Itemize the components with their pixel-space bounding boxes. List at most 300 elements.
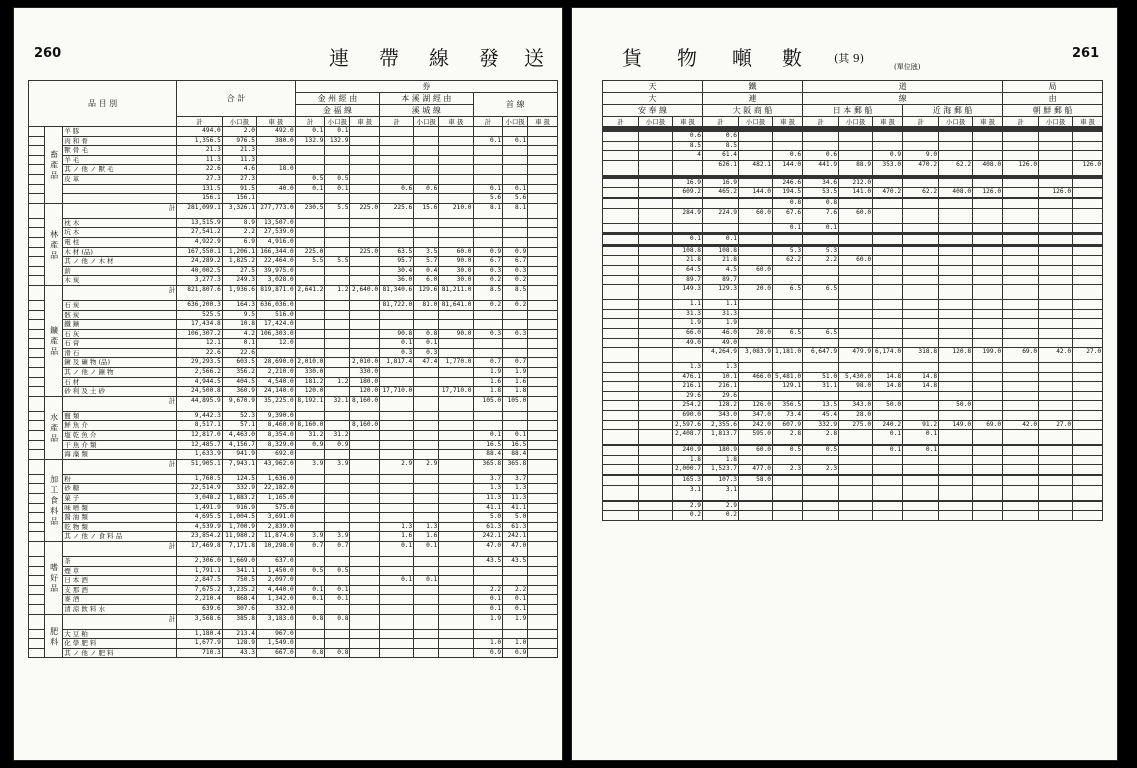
cell	[973, 141, 1003, 151]
cell: 4,922.9	[177, 237, 223, 247]
cell	[839, 430, 873, 445]
cell	[528, 194, 558, 204]
cell	[1073, 328, 1103, 338]
table-row-total	[603, 485, 1103, 500]
cell	[973, 338, 1003, 348]
cell	[528, 276, 558, 286]
cell: 0.9	[473, 648, 503, 658]
table-row	[29, 358, 558, 368]
cell: 0.1	[903, 446, 939, 456]
cell	[773, 319, 803, 329]
cell	[380, 396, 414, 411]
side-label	[29, 136, 45, 146]
cell: 0.1	[773, 223, 803, 233]
cell: 24,289.2	[177, 257, 223, 267]
cell: 1.3	[703, 363, 739, 373]
cell: 43.5	[473, 556, 503, 566]
side-label	[29, 348, 45, 358]
cell	[439, 411, 473, 421]
cell: 4.6	[222, 165, 256, 175]
cell: 181.2	[295, 377, 325, 387]
cell: 343.0	[839, 401, 873, 411]
cell	[414, 604, 439, 614]
table-row	[603, 198, 1103, 208]
table-row	[603, 141, 1103, 151]
cell	[803, 485, 839, 500]
cell	[325, 556, 350, 566]
cell	[414, 450, 439, 460]
cell: 1,450.0	[256, 566, 295, 576]
cell	[439, 484, 473, 494]
cell	[414, 310, 439, 320]
cell	[439, 368, 473, 378]
cell: 2,566.2	[177, 368, 223, 378]
item-label: 麥 酒	[63, 595, 177, 605]
cell	[325, 522, 350, 532]
item-label: 木 炭	[63, 276, 177, 286]
cell: 10.1	[703, 372, 739, 382]
cell: 27.5	[222, 266, 256, 276]
cell: 60.0	[739, 446, 773, 456]
cell: 360.9	[222, 387, 256, 397]
cell	[873, 198, 903, 208]
cell	[295, 218, 325, 228]
cell: 0.5	[803, 446, 839, 456]
item-label: 肉 和 骨	[63, 136, 177, 146]
cell	[939, 132, 973, 142]
cell: 29.6	[703, 391, 739, 401]
cell	[414, 614, 439, 629]
cell: 21.8	[673, 256, 703, 266]
cell	[380, 127, 414, 137]
cell	[325, 387, 350, 397]
cell	[1073, 411, 1103, 421]
cell: 89.7	[673, 275, 703, 285]
side-label	[29, 146, 45, 156]
cell: 6.5	[773, 328, 803, 338]
cell	[1073, 319, 1103, 329]
cell	[380, 494, 414, 504]
cell: 126.0	[1039, 188, 1073, 198]
cell: 1,342.0	[256, 595, 295, 605]
side-label	[29, 396, 45, 411]
cell	[703, 198, 739, 208]
cell: 66.0	[673, 328, 703, 338]
cell: 81,340.6	[380, 285, 414, 300]
sub-header: 小口扱	[939, 117, 973, 127]
cell	[380, 310, 414, 320]
cell: 1,669.0	[222, 556, 256, 566]
cell	[1003, 319, 1039, 329]
cell: 60.0	[739, 208, 773, 223]
cell	[473, 218, 503, 228]
cell	[414, 320, 439, 330]
cell: 4,156.7	[222, 440, 256, 450]
cell	[1039, 319, 1073, 329]
cell	[350, 136, 380, 146]
side-label	[29, 165, 45, 175]
cell	[603, 348, 639, 363]
cell: 0.9	[873, 151, 903, 161]
cell	[528, 320, 558, 330]
cell: 4,264.9	[703, 348, 739, 363]
cell: 90.0	[439, 329, 473, 339]
table-row	[603, 420, 1103, 430]
cell: 50.0	[873, 401, 903, 411]
cell	[350, 411, 380, 421]
cell	[1073, 485, 1103, 500]
cell: 408.0	[939, 188, 973, 198]
cell	[528, 440, 558, 450]
cell	[503, 218, 528, 228]
table-row	[603, 328, 1103, 338]
cell	[528, 285, 558, 300]
cell	[380, 556, 414, 566]
cell: 6,647.9	[803, 348, 839, 363]
cell: 0.8	[803, 198, 839, 208]
cell: 3,568.6	[177, 614, 223, 629]
cell: 69.0	[973, 420, 1003, 430]
side-label	[29, 285, 45, 300]
cell: 149.3	[673, 285, 703, 300]
cell	[1003, 455, 1039, 465]
table-row	[29, 440, 558, 450]
cell: 0.1	[325, 127, 350, 137]
cell	[528, 155, 558, 165]
cell	[973, 275, 1003, 285]
cell	[639, 411, 673, 421]
cell	[973, 391, 1003, 401]
sub-header: 計	[295, 117, 325, 127]
table-row-total	[603, 348, 1103, 363]
cell: 17,710.0	[439, 387, 473, 397]
cell: 22.6	[177, 165, 223, 175]
cell: 0.3	[503, 266, 528, 276]
cell	[528, 300, 558, 310]
cell	[603, 141, 639, 151]
cell	[803, 235, 839, 245]
cell	[473, 155, 503, 165]
cell: 108.8	[673, 246, 703, 256]
cell	[973, 132, 1003, 142]
item-label: 其 ノ 他 ノ 木 材	[63, 257, 177, 267]
cell	[528, 339, 558, 349]
item-label	[63, 184, 177, 194]
cell	[1039, 328, 1073, 338]
sub-header: 計	[703, 117, 739, 127]
side-label	[29, 648, 45, 658]
cell: 332.9	[803, 420, 839, 430]
cell	[380, 474, 414, 484]
cell	[325, 494, 350, 504]
cell	[325, 165, 350, 175]
cell	[803, 132, 839, 142]
cell	[503, 127, 528, 137]
cell: 107.3	[703, 476, 739, 486]
cell	[873, 246, 903, 256]
table-row	[29, 629, 558, 639]
cell	[1003, 208, 1039, 223]
cell	[1073, 338, 1103, 348]
cell	[639, 455, 673, 465]
table-row-total	[29, 203, 558, 218]
cell	[439, 494, 473, 504]
cell	[325, 358, 350, 368]
cell: 88.4	[503, 450, 528, 460]
cell	[414, 237, 439, 247]
cell: 81,211.0	[439, 285, 473, 300]
cell	[973, 372, 1003, 382]
cell: 10,298.0	[256, 541, 295, 556]
cell	[773, 300, 803, 310]
cell	[439, 396, 473, 411]
cell	[414, 165, 439, 175]
table-row	[29, 585, 558, 595]
cell	[973, 319, 1003, 329]
cell	[603, 319, 639, 329]
cell: 0.1	[873, 430, 903, 445]
table-row	[603, 372, 1103, 382]
cell	[973, 465, 1003, 475]
cell: 95.7	[380, 257, 414, 267]
cell	[873, 465, 903, 475]
cell: 9.0	[903, 151, 939, 161]
cell: 3,326.1	[222, 203, 256, 218]
cell	[295, 339, 325, 349]
cell: 1,817.4	[380, 358, 414, 368]
cell: 6.0	[414, 276, 439, 286]
cell	[839, 319, 873, 329]
item-label: 鮮 魚 介	[63, 421, 177, 431]
side-label	[29, 484, 45, 494]
cell: 126.0	[1073, 160, 1103, 175]
cell: 868.4	[222, 595, 256, 605]
cell	[1039, 446, 1073, 456]
cell: 0.6	[414, 184, 439, 194]
cell	[414, 503, 439, 513]
cell	[1003, 476, 1039, 486]
cell	[773, 132, 803, 142]
cell: 39,975.0	[256, 266, 295, 276]
cell	[295, 411, 325, 421]
cell	[350, 513, 380, 523]
cell	[1003, 223, 1039, 233]
cell	[439, 146, 473, 156]
cell	[839, 501, 873, 511]
table-row	[29, 247, 558, 257]
cell	[325, 629, 350, 639]
cell: 52.3	[222, 411, 256, 421]
table-row	[29, 566, 558, 576]
cell: 636,036.0	[256, 300, 295, 310]
cell	[903, 511, 939, 521]
cell	[1003, 411, 1039, 421]
item-label: 石 炭	[63, 300, 177, 310]
cell: 1.3	[414, 522, 439, 532]
cell	[1039, 411, 1073, 421]
cell: 0.1	[295, 184, 325, 194]
cell: 275.0	[839, 420, 873, 430]
cell	[1073, 285, 1103, 300]
cell: 230.5	[295, 203, 325, 218]
cell: 516.0	[256, 310, 295, 320]
cell	[528, 431, 558, 441]
cell	[973, 223, 1003, 233]
title-char: 貨	[622, 46, 644, 70]
sub-header: 計	[903, 117, 939, 127]
cell: 194.5	[773, 188, 803, 198]
cell	[973, 382, 1003, 392]
cell: 318.8	[903, 348, 939, 363]
rh-top-1: 鐵	[703, 81, 803, 93]
cell	[903, 476, 939, 486]
cell: 40.0	[256, 184, 295, 194]
cell: 14.8	[873, 382, 903, 392]
cell	[873, 391, 903, 401]
cell: 0.8	[325, 648, 350, 658]
cell	[703, 223, 739, 233]
cell: 0.6	[773, 151, 803, 161]
table-row-total	[29, 614, 558, 629]
cell	[603, 485, 639, 500]
cell: 0.1	[295, 585, 325, 595]
cell	[350, 237, 380, 247]
cell: 637.0	[256, 556, 295, 566]
cell: 1,825.2	[222, 257, 256, 267]
cell	[528, 474, 558, 484]
cell	[350, 541, 380, 556]
item-label: 木 材 (品)	[63, 247, 177, 257]
cell: 6.5	[773, 285, 803, 300]
cell	[839, 275, 873, 285]
cell: 2,640.0	[350, 285, 380, 300]
cell	[350, 614, 380, 629]
cell: 4,695.5	[177, 513, 223, 523]
cell	[939, 328, 973, 338]
table-row	[29, 300, 558, 310]
cell: 0.7	[473, 358, 503, 368]
item-label: 海 藻 類	[63, 450, 177, 460]
cell: 17,434.8	[177, 320, 223, 330]
cell: 0.6	[703, 132, 739, 142]
cell: 380.0	[256, 136, 295, 146]
cell: 9,670.9	[222, 396, 256, 411]
cell: 2,641.2	[295, 285, 325, 300]
cell: 12,485.7	[177, 440, 223, 450]
rh-mid-2: 線	[803, 93, 1003, 105]
cell	[603, 501, 639, 511]
cell	[1073, 132, 1103, 142]
cell: 29,293.5	[177, 358, 223, 368]
cell: 216.1	[673, 382, 703, 392]
rh-route-3: 近 海 郵 船	[903, 105, 1003, 117]
cell	[473, 566, 503, 576]
cell: 31.3	[703, 309, 739, 319]
cell	[873, 208, 903, 223]
cell	[295, 237, 325, 247]
cell: 7,675.2	[177, 585, 223, 595]
cell: 916.9	[222, 503, 256, 513]
total-label: 計	[63, 396, 177, 411]
cell: 2.3	[803, 465, 839, 475]
cell	[1003, 178, 1039, 188]
cell: 1,181.0	[773, 348, 803, 363]
cell	[839, 446, 873, 456]
table-row	[603, 391, 1103, 401]
cell	[839, 151, 873, 161]
cell: 22,464.0	[256, 257, 295, 267]
cell	[380, 484, 414, 494]
cell	[325, 276, 350, 286]
table-row	[29, 503, 558, 513]
cell: 225.0	[350, 247, 380, 257]
cell	[939, 372, 973, 382]
cell: 254.2	[673, 401, 703, 411]
cell	[473, 165, 503, 175]
cell	[528, 329, 558, 339]
cell	[639, 382, 673, 392]
cell: 61.4	[703, 151, 739, 161]
cell	[528, 513, 558, 523]
item-label: 支 那 酒	[63, 585, 177, 595]
table-row	[603, 465, 1103, 475]
cell	[973, 151, 1003, 161]
sub-header: 小口扱	[1039, 117, 1073, 127]
cell	[1003, 372, 1039, 382]
cell: 31.2	[295, 431, 325, 441]
cell	[380, 421, 414, 431]
cell	[380, 368, 414, 378]
cell: 0.1	[414, 576, 439, 586]
cell: 976.5	[222, 136, 256, 146]
cell: 0.2	[503, 300, 528, 310]
side-label	[29, 576, 45, 586]
cell	[1003, 141, 1039, 151]
cell: 249.3	[222, 276, 256, 286]
cell: 277,773.0	[256, 203, 295, 218]
cell: 0.1	[503, 136, 528, 146]
cell	[873, 256, 903, 266]
category-label: 鑛 產 品	[44, 285, 62, 396]
cell: 8.5	[503, 285, 528, 300]
cell	[839, 132, 873, 142]
cell	[739, 455, 773, 465]
cell	[603, 511, 639, 521]
side-label	[29, 604, 45, 614]
cell	[739, 235, 773, 245]
cell	[439, 474, 473, 484]
cell	[295, 320, 325, 330]
cell	[603, 256, 639, 266]
cell	[1039, 151, 1073, 161]
cell	[414, 194, 439, 204]
cell: 1,165.0	[256, 494, 295, 504]
table-row	[29, 576, 558, 586]
cell: 91.5	[222, 184, 256, 194]
side-label	[29, 329, 45, 339]
cell: 1,677.9	[177, 639, 223, 649]
cell	[439, 532, 473, 542]
cell	[414, 566, 439, 576]
cell	[414, 396, 439, 411]
cell: 1,004.5	[222, 513, 256, 523]
cell: 0.6	[380, 184, 414, 194]
title-char: 送	[524, 46, 546, 70]
cell: 61.3	[473, 522, 503, 532]
cell	[603, 309, 639, 319]
cell	[439, 431, 473, 441]
side-label	[29, 440, 45, 450]
